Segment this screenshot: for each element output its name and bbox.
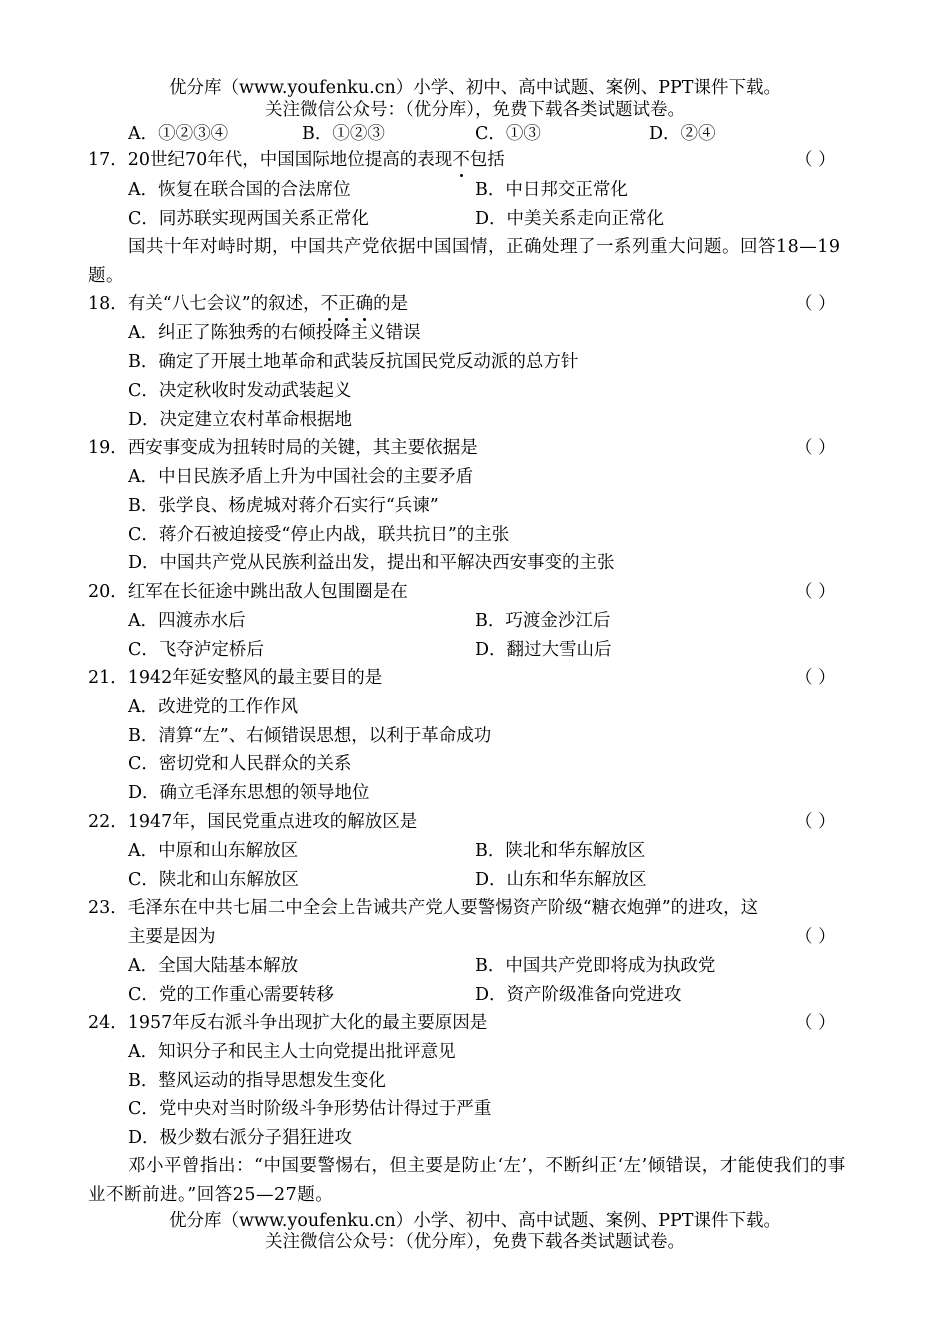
q19-option-d: D．中国共产党从民族利益出发，提出和平解决西安事变的主张 xyxy=(128,553,615,573)
q20-option-d: D．翻过大雪山后 xyxy=(475,640,612,660)
q18-stem xyxy=(88,294,408,314)
q24-stem: 24．1957年反右派斗争出现扩大化的最主要原因是 xyxy=(88,1013,488,1033)
q17-answer-bracket: （ ） xyxy=(795,150,836,170)
q17-stem xyxy=(88,150,505,170)
q18-option-c: C．决定秋收时发动武装起义 xyxy=(128,381,352,401)
q17-option-a: A．恢复在联合国的合法席位 xyxy=(128,180,351,200)
q19-option-b: B．张学良、杨虎城对蒋介石实行“兵谏” xyxy=(128,496,439,516)
q23-option-b: B．中国共产党即将成为执政党 xyxy=(475,956,716,976)
q18-stem-before: 18．有关“八七会议”的叙述， xyxy=(88,294,321,314)
q17-stem-after: 包括 xyxy=(469,150,505,170)
footer-line-2: 关注微信公众号：（优分库），免费下载各类试题试卷。 xyxy=(265,1232,685,1252)
q22-option-c: C．陕北和山东解放区 xyxy=(128,870,299,890)
q24-option-c: C．党中央对当时阶级斗争形势估计得过于严重 xyxy=(128,1099,492,1119)
q24-option-a: A．知识分子和民主人士向党提出批评意见 xyxy=(128,1042,456,1062)
q22-option-d: D．山东和华东解放区 xyxy=(475,870,647,890)
q17-option-b: B．中日邦交正常化 xyxy=(475,180,628,200)
q20-option-b: B．巧渡金沙江后 xyxy=(475,611,611,631)
passage-25-27: 邓小平曾指出：“中国要警惕右，但主要是防止‘左’，不断纠正‘左’倾错误，才能使我们的事业不断前进。”回答25—27题。 xyxy=(88,1156,846,1205)
q21-option-c: C．密切党和人民群众的关系 xyxy=(128,754,352,774)
q23-stem-line-1: 23．毛泽东在中共七届二中全会上告诫共产党人要警惕资产阶级“糖衣炮弹”的进攻，这 xyxy=(88,898,759,918)
header-line-1: 优分库（www.youfenku.cn）小学、初中、高中试题、案例、PPT课件下载。 xyxy=(169,78,781,98)
q21-option-a: A．改进党的工作作风 xyxy=(128,697,299,717)
q17-option-d: D．中美关系走向正常化 xyxy=(475,209,665,229)
footer-line-1: 优分库（www.youfenku.cn）小学、初中、高中试题、案例、PPT课件下载。 xyxy=(169,1211,781,1231)
q22-stem: 22．1947年，国民党重点进攻的解放区是 xyxy=(88,812,418,832)
q22-answer-bracket: （ ） xyxy=(795,812,836,832)
q21-option-d: D．确立毛泽东思想的领导地位 xyxy=(128,783,370,803)
passage-18-19: 国共十年对峙时期，中国共产党依据中国国情，正确处理了一系列重大问题。回答18—19题。 xyxy=(88,237,841,286)
q16-option-a: A．①②③④ xyxy=(128,124,229,144)
q18-emphasis-char-1: 不 xyxy=(320,294,339,314)
q23-option-c: C．党的工作重心需要转移 xyxy=(128,985,334,1005)
q24-answer-bracket: （ ） xyxy=(795,1013,836,1033)
q24-option-b: B．整风运动的指导思想发生变化 xyxy=(128,1071,386,1091)
q23-answer-bracket: （ ） xyxy=(795,927,836,947)
q18-emphasis-char-2: 正 xyxy=(338,294,356,314)
q16-option-d: D．②④ xyxy=(649,124,716,144)
q22-option-a: A．中原和山东解放区 xyxy=(128,841,299,861)
q21-answer-bracket: （ ） xyxy=(795,668,836,688)
q21-stem: 21．1942年延安整风的最主要目的是 xyxy=(88,668,383,688)
q18-answer-bracket: （ ） xyxy=(795,294,836,314)
q21-option-b: B．清算“左”、右倾错误思想，以利于革命成功 xyxy=(128,726,492,746)
q19-stem: 19．西安事变成为扭转时局的关键，其主要依据是 xyxy=(88,438,478,458)
q17-emphasis-char: 不 xyxy=(452,150,470,170)
header-line-2: 关注微信公众号：（优分库），免费下载各类试题试卷。 xyxy=(265,100,685,120)
q17-option-c: C．同苏联实现两国关系正常化 xyxy=(128,209,369,229)
q20-option-a: A．四渡赤水后 xyxy=(128,611,246,631)
q16-option-b: B．①②③ xyxy=(302,124,385,144)
q16-option-c: C．①③ xyxy=(475,124,541,144)
q23-option-a: A．全国大陆基本解放 xyxy=(128,956,299,976)
q19-option-c: C．蒋介石被迫接受“停止内战，联共抗日”的主张 xyxy=(128,525,510,545)
q20-stem: 20．红军在长征途中跳出敌人包围圈是在 xyxy=(88,582,408,602)
q19-answer-bracket: （ ） xyxy=(795,438,836,458)
q17-stem-before: 17．20世纪70年代，中国国际地位提高的表现 xyxy=(88,150,453,170)
q24-option-d: D．极少数右派分子猖狂进攻 xyxy=(128,1128,353,1148)
q20-option-c: C．飞夺泸定桥后 xyxy=(128,640,264,660)
q19-option-a: A．中日民族矛盾上升为中国社会的主要矛盾 xyxy=(128,467,474,487)
q22-option-b: B．陕北和华东解放区 xyxy=(475,841,646,861)
q23-stem-line-2: 主要是因为 xyxy=(128,927,216,947)
q20-answer-bracket: （ ） xyxy=(795,582,836,602)
q18-stem-after: 的是 xyxy=(373,294,409,314)
q23-option-d: D．资产阶级准备向党进攻 xyxy=(475,985,682,1005)
q18-option-a: A．纠正了陈独秀的右倾投降主义错误 xyxy=(128,323,421,343)
q18-emphasis-char-3: 确 xyxy=(355,294,374,314)
q18-option-b: B．确定了开展土地革命和武装反抗国民党反动派的总方针 xyxy=(128,352,579,372)
q18-option-d: D．决定建立农村革命根据地 xyxy=(128,410,353,430)
